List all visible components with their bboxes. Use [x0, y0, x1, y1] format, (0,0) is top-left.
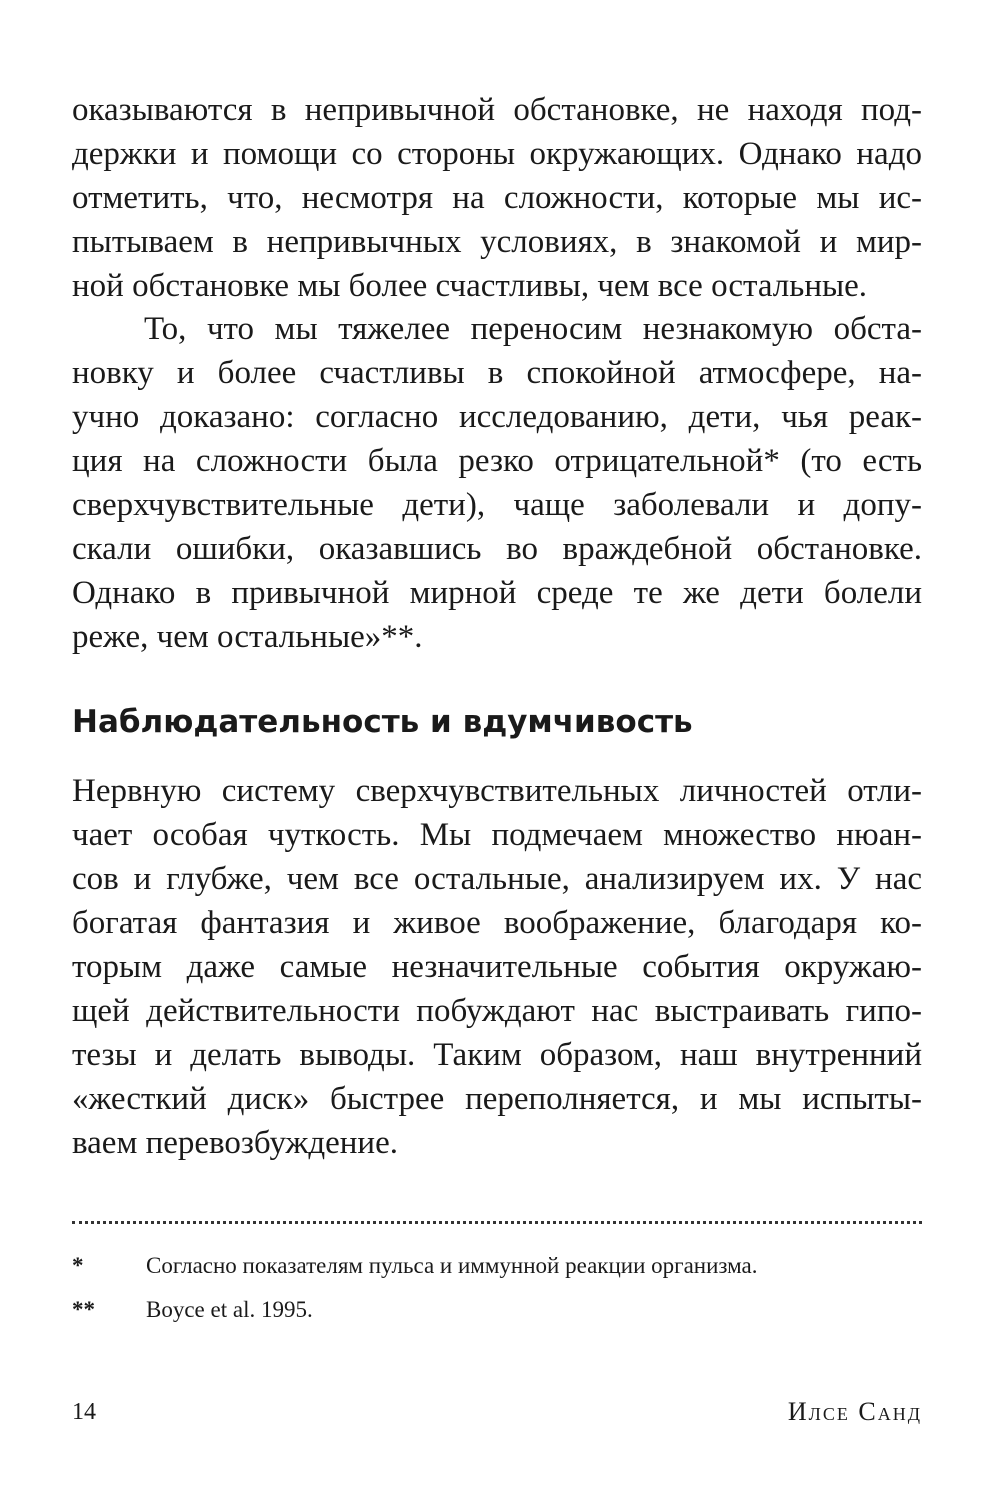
text-line: учно доказано: согласно исследованию, дети, чья реак-: [72, 399, 922, 435]
text-line: скали ошибки, оказавшись во враждебной обстановке.: [72, 531, 922, 567]
text-line: оказываются в непривычной обстановке, не находя под-: [72, 92, 922, 128]
paragraph-3: [72, 769, 922, 1165]
text-line: ция на сложности была резко отрицательной* (то есть: [72, 443, 922, 479]
text-line: Нервную систему сверхчувствительных личностей отли-: [72, 773, 922, 809]
text-line: новку и более счастливы в спокойной атмосфере, на-: [72, 355, 922, 391]
text-line: тезы и делать выводы. Таким образом, наш внутренний: [72, 1037, 922, 1073]
text-line: щей действительности побуждают нас выстраивать гипо-: [72, 993, 922, 1029]
text-line: сверхчувствительные дети), чаще заболевали и допу-: [72, 487, 922, 523]
book-page: [72, 0, 922, 1485]
footnote-divider: [72, 1221, 922, 1224]
text-line: торым даже самые незначительные события окружаю-: [72, 949, 922, 985]
text-line: ваем перевозбуждение.: [72, 1125, 398, 1161]
page-footer: [72, 1395, 922, 1429]
paragraph-2: [72, 307, 922, 659]
text-line: чает особая чуткость. Мы подмечаем множество нюан-: [72, 817, 922, 853]
text-line: ной обстановке мы более счастливы, чем все остальные.: [72, 268, 868, 304]
section-heading: Наблюдательность и вдумчивость: [72, 704, 693, 740]
text-line: «жесткий диск» быстрее переполняется, и мы испыты-: [72, 1081, 922, 1117]
text-line: сов и глубже, чем все остальные, анализируем их. У нас: [72, 861, 922, 897]
text-line: реже, чем остальные»**.: [72, 619, 423, 655]
text-line: пытываем в непривычных условиях, в знакомой и мир-: [72, 224, 922, 260]
footnote-marker: *: [72, 1253, 84, 1278]
paragraph-1: [72, 88, 922, 308]
text-line: отметить, что, несмотря на сложности, которые мы ис-: [72, 180, 922, 216]
author-name: Илсе Санд: [787, 1397, 922, 1426]
text-line: То, что мы тяжелее переносим незнакомую обста-: [144, 311, 922, 347]
text-line: Однако в привычной мирной среде те же дети болели: [72, 575, 922, 611]
text-line: богатая фантазия и живое воображение, благодаря ко-: [72, 905, 922, 941]
text-line: держки и помощи со стороны окружающих. Однако надо: [72, 136, 922, 172]
footnote-text: Согласно показателям пульса и иммунной реакции организма.: [146, 1253, 758, 1278]
footnote-marker: **: [72, 1297, 95, 1322]
page-number: 14: [72, 1399, 96, 1425]
footnote-text: Boyce et al. 1995.: [146, 1297, 313, 1322]
